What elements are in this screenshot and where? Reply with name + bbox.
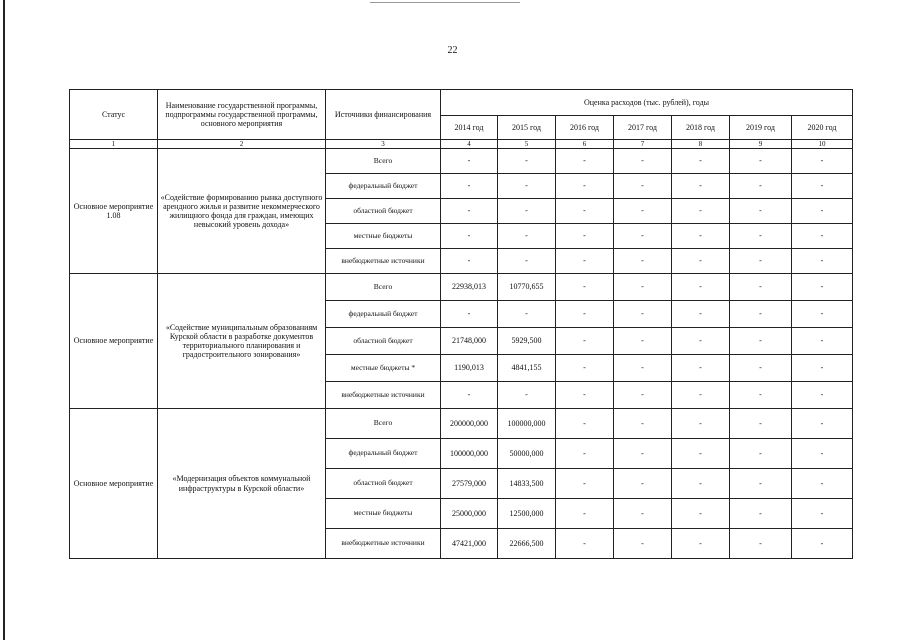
funding-source: Всего bbox=[326, 274, 441, 301]
amount-cell: 22666,500 bbox=[498, 529, 556, 559]
amount-cell: - bbox=[556, 355, 614, 382]
header-year: 2016 год bbox=[556, 116, 614, 140]
amount-cell: - bbox=[614, 174, 672, 199]
funding-source: внебюджетные источники bbox=[326, 529, 441, 559]
amount-cell: - bbox=[614, 301, 672, 328]
amount-cell: - bbox=[556, 224, 614, 249]
amount-cell: - bbox=[792, 499, 853, 529]
amount-cell: - bbox=[556, 199, 614, 224]
amount-cell: - bbox=[672, 301, 730, 328]
amount-cell: 200000,000 bbox=[441, 409, 498, 439]
funding-source: Всего bbox=[326, 409, 441, 439]
funding-source: местные бюджеты * bbox=[326, 355, 441, 382]
header-year: 2018 год bbox=[672, 116, 730, 140]
amount-cell: - bbox=[614, 529, 672, 559]
amount-cell: - bbox=[792, 529, 853, 559]
amount-cell: - bbox=[672, 199, 730, 224]
column-number: 4 bbox=[441, 140, 498, 149]
activity-name: «Модернизация объектов коммунальной инфраструктуры в Курской области» bbox=[158, 409, 326, 559]
amount-cell: - bbox=[672, 174, 730, 199]
header-name: Наименование государственной программы, подпрограммы государственной программы, основного мероприятия bbox=[158, 90, 326, 140]
amount-cell: - bbox=[498, 249, 556, 274]
amount-cell: - bbox=[730, 529, 792, 559]
amount-cell: - bbox=[730, 469, 792, 499]
table-row bbox=[70, 409, 853, 439]
amount-cell: 100000,000 bbox=[498, 409, 556, 439]
amount-cell: 21748,000 bbox=[441, 328, 498, 355]
amount-cell: 47421,000 bbox=[441, 529, 498, 559]
funding-source: областной бюджет bbox=[326, 469, 441, 499]
amount-cell: - bbox=[498, 382, 556, 409]
amount-cell: - bbox=[441, 249, 498, 274]
amount-cell: - bbox=[730, 224, 792, 249]
amount-cell: - bbox=[730, 382, 792, 409]
amount-cell: - bbox=[556, 439, 614, 469]
funding-source: федеральный бюджет bbox=[326, 439, 441, 469]
funding-source: Всего bbox=[326, 149, 441, 174]
amount-cell: - bbox=[672, 499, 730, 529]
amount-cell: - bbox=[672, 224, 730, 249]
amount-cell: - bbox=[498, 199, 556, 224]
column-number: 10 bbox=[792, 140, 853, 149]
amount-cell: - bbox=[556, 149, 614, 174]
amount-cell: - bbox=[498, 301, 556, 328]
header-status: Статус bbox=[70, 90, 158, 140]
amount-cell: - bbox=[614, 499, 672, 529]
amount-cell: - bbox=[792, 301, 853, 328]
funding-source: областной бюджет bbox=[326, 328, 441, 355]
funding-source: местные бюджеты bbox=[326, 224, 441, 249]
header-year: 2015 год bbox=[498, 116, 556, 140]
column-number: 5 bbox=[498, 140, 556, 149]
amount-cell: - bbox=[672, 529, 730, 559]
amount-cell: - bbox=[792, 149, 853, 174]
amount-cell: - bbox=[441, 382, 498, 409]
amount-cell: - bbox=[672, 328, 730, 355]
amount-cell: - bbox=[730, 149, 792, 174]
amount-cell: 1190,013 bbox=[441, 355, 498, 382]
amount-cell: - bbox=[556, 382, 614, 409]
column-number: 3 bbox=[326, 140, 441, 149]
column-number: 2 bbox=[158, 140, 326, 149]
amount-cell: - bbox=[614, 224, 672, 249]
amount-cell: 22938,013 bbox=[441, 274, 498, 301]
header-year: 2019 год bbox=[730, 116, 792, 140]
amount-cell: 5929,500 bbox=[498, 328, 556, 355]
amount-cell: - bbox=[556, 174, 614, 199]
page-top-edge bbox=[370, 2, 520, 3]
budget-table bbox=[69, 89, 853, 559]
amount-cell: 4841,155 bbox=[498, 355, 556, 382]
amount-cell: 14833,500 bbox=[498, 469, 556, 499]
amount-cell: - bbox=[614, 355, 672, 382]
amount-cell: - bbox=[556, 409, 614, 439]
amount-cell: - bbox=[792, 382, 853, 409]
amount-cell: - bbox=[614, 439, 672, 469]
amount-cell: - bbox=[556, 499, 614, 529]
amount-cell: - bbox=[498, 149, 556, 174]
amount-cell: - bbox=[441, 149, 498, 174]
amount-cell: - bbox=[792, 469, 853, 499]
amount-cell: - bbox=[614, 469, 672, 499]
amount-cell: - bbox=[556, 249, 614, 274]
amount-cell: - bbox=[441, 301, 498, 328]
amount-cell: - bbox=[672, 469, 730, 499]
amount-cell: 100000,000 bbox=[441, 439, 498, 469]
amount-cell: - bbox=[614, 274, 672, 301]
amount-cell: - bbox=[441, 224, 498, 249]
amount-cell: - bbox=[730, 499, 792, 529]
amount-cell: - bbox=[672, 355, 730, 382]
page-number: 22 bbox=[447, 45, 458, 56]
amount-cell: - bbox=[672, 149, 730, 174]
table-row bbox=[70, 274, 853, 301]
column-number: 7 bbox=[614, 140, 672, 149]
header-year: 2020 год bbox=[792, 116, 853, 140]
table-row bbox=[70, 149, 853, 174]
header-year: 2017 год bbox=[614, 116, 672, 140]
amount-cell: - bbox=[614, 249, 672, 274]
amount-cell: - bbox=[730, 274, 792, 301]
amount-cell: 10770,655 bbox=[498, 274, 556, 301]
amount-cell: - bbox=[672, 439, 730, 469]
header-source: Источники финансирования bbox=[326, 90, 441, 140]
amount-cell: - bbox=[792, 409, 853, 439]
amount-cell: - bbox=[672, 409, 730, 439]
amount-cell: 12500,000 bbox=[498, 499, 556, 529]
amount-cell: - bbox=[792, 199, 853, 224]
amount-cell: - bbox=[614, 149, 672, 174]
column-number: 1 bbox=[70, 140, 158, 149]
amount-cell: - bbox=[556, 328, 614, 355]
amount-cell: 25000,000 bbox=[441, 499, 498, 529]
amount-cell: - bbox=[614, 328, 672, 355]
amount-cell: - bbox=[792, 355, 853, 382]
column-number: 9 bbox=[730, 140, 792, 149]
amount-cell: 50000,000 bbox=[498, 439, 556, 469]
amount-cell: - bbox=[730, 199, 792, 224]
amount-cell: - bbox=[730, 409, 792, 439]
amount-cell: - bbox=[792, 439, 853, 469]
amount-cell: - bbox=[556, 274, 614, 301]
amount-cell: - bbox=[498, 174, 556, 199]
amount-cell: - bbox=[556, 529, 614, 559]
amount-cell: - bbox=[672, 249, 730, 274]
amount-cell: - bbox=[730, 328, 792, 355]
activity-name: «Содействие муниципальным образованиям Курской области в разработке документов территориального планирования и градостроительного зонирования» bbox=[158, 274, 326, 409]
activity-name: «Содействие формированию рынка доступного арендного жилья и развитие некоммерческого жилищного фонда для граждан, имеющих невысокий уровень дохода» bbox=[158, 149, 326, 274]
column-number: 6 bbox=[556, 140, 614, 149]
amount-cell: - bbox=[441, 174, 498, 199]
amount-cell: - bbox=[556, 469, 614, 499]
funding-source: местные бюджеты bbox=[326, 499, 441, 529]
amount-cell: - bbox=[730, 355, 792, 382]
amount-cell: - bbox=[614, 199, 672, 224]
amount-cell: - bbox=[498, 224, 556, 249]
header-year: 2014 год bbox=[441, 116, 498, 140]
amount-cell: - bbox=[672, 274, 730, 301]
amount-cell: - bbox=[792, 249, 853, 274]
activity-status: Основное мероприятие bbox=[70, 409, 158, 559]
amount-cell: - bbox=[730, 301, 792, 328]
amount-cell: - bbox=[441, 199, 498, 224]
funding-source: областной бюджет bbox=[326, 199, 441, 224]
page-left-edge bbox=[3, 0, 5, 640]
funding-source: внебюджетные источники bbox=[326, 382, 441, 409]
amount-cell: - bbox=[556, 301, 614, 328]
activity-status: Основное мероприятие 1.08 bbox=[70, 149, 158, 274]
funding-source: внебюджетные источники bbox=[326, 249, 441, 274]
funding-source: федеральный бюджет bbox=[326, 301, 441, 328]
amount-cell: - bbox=[792, 224, 853, 249]
amount-cell: - bbox=[730, 249, 792, 274]
amount-cell: - bbox=[792, 174, 853, 199]
funding-source: федеральный бюджет bbox=[326, 174, 441, 199]
amount-cell: - bbox=[614, 409, 672, 439]
activity-status: Основное мероприятие bbox=[70, 274, 158, 409]
amount-cell: - bbox=[730, 439, 792, 469]
amount-cell: - bbox=[792, 328, 853, 355]
amount-cell: - bbox=[672, 382, 730, 409]
amount-cell: - bbox=[614, 382, 672, 409]
amount-cell: 27579,000 bbox=[441, 469, 498, 499]
column-number: 8 bbox=[672, 140, 730, 149]
amount-cell: - bbox=[730, 174, 792, 199]
header-estimate: Оценка расходов (тыс. рублей), годы bbox=[441, 90, 853, 116]
amount-cell: - bbox=[792, 274, 853, 301]
